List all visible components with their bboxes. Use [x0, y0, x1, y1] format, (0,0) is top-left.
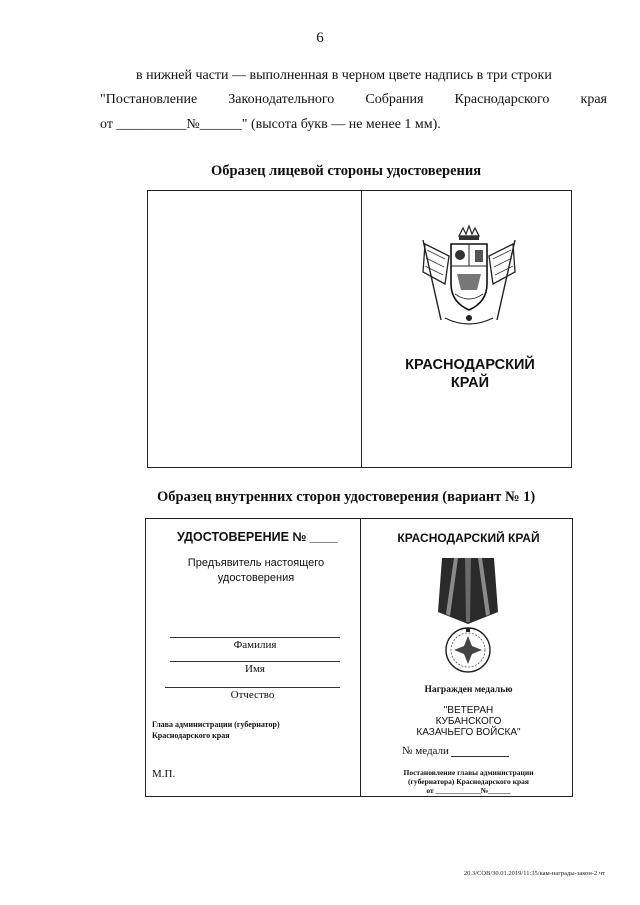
paragraph-word: "Постановление: [100, 92, 198, 107]
paragraph-line-3: от __________№______" (высота букв — не менее 1 мм).: [100, 117, 441, 132]
front-sample-title: Образец лицевой стороны удостоверения: [211, 163, 482, 179]
surname-line: [170, 637, 340, 638]
inner-region-title: КРАСНОДАРСКИЙ КРАЙ: [397, 531, 540, 545]
medal-name-line-1: "ВЕТЕРАН: [443, 705, 494, 716]
inner-sides-divider: [360, 518, 361, 797]
patronymic-line: [165, 687, 340, 688]
decree-line-2: (губернатора) Краснодарского края: [408, 777, 529, 786]
paragraph-word: Собрания: [365, 92, 424, 107]
bearer-line-1: Предъявитель настоящего: [187, 557, 325, 569]
paragraph-line-2: [100, 92, 607, 108]
medal-icon: [428, 558, 508, 678]
front-cover-divider: [361, 190, 362, 468]
certificate-title: УДОСТОВЕРЕНИЕ № ____: [177, 530, 338, 544]
inner-sample-title: Образец внутренних сторон удостоверения (вариант № 1): [157, 489, 536, 505]
name-label: Имя: [245, 663, 265, 675]
medal-number-line: [451, 756, 509, 757]
front-cover-region-label: [400, 356, 540, 392]
paragraph-word: Краснодарского: [454, 92, 550, 107]
head-line-2: Краснодарского края: [152, 731, 230, 740]
paragraph-word: края: [580, 92, 607, 107]
stamp-label: М.П.: [152, 768, 176, 780]
region-line-2: КРАЙ: [450, 375, 490, 391]
medal-name-line-3: КАЗАЧЬЕГО ВОЙСКА": [416, 727, 521, 738]
paragraph-word: Законодательного: [228, 92, 335, 107]
decree-block: [364, 768, 573, 795]
head-line-1: Глава администрации (губернатор): [152, 720, 280, 729]
patronymic-label: Отчество: [230, 689, 275, 701]
surname-label: Фамилия: [233, 639, 277, 651]
paragraph-line-1: в нижней части — выполненная в черном цвете надпись в три строки: [136, 68, 552, 83]
name-line: [170, 661, 340, 662]
decree-line-1: Постановление главы администрации: [403, 768, 534, 777]
bearer-line-2: удостоверения: [217, 572, 295, 584]
page-number: 6: [316, 30, 324, 46]
awarded-label: Награжден медалью: [424, 685, 513, 695]
region-line-1: КРАСНОДАРСКИЙ: [405, 357, 535, 373]
medal-name-line-2: КУБАНСКОГО: [435, 716, 502, 727]
footer-reference: 20.3/СОВ/30.01.2019/11:35/кам-награды-закон-2 чт: [463, 870, 605, 877]
decree-line-3: от ____________№______: [426, 786, 511, 795]
medal-name: [364, 705, 573, 738]
medal-number-label: № медали: [402, 745, 449, 757]
coat-of-arms-icon: [415, 222, 523, 330]
